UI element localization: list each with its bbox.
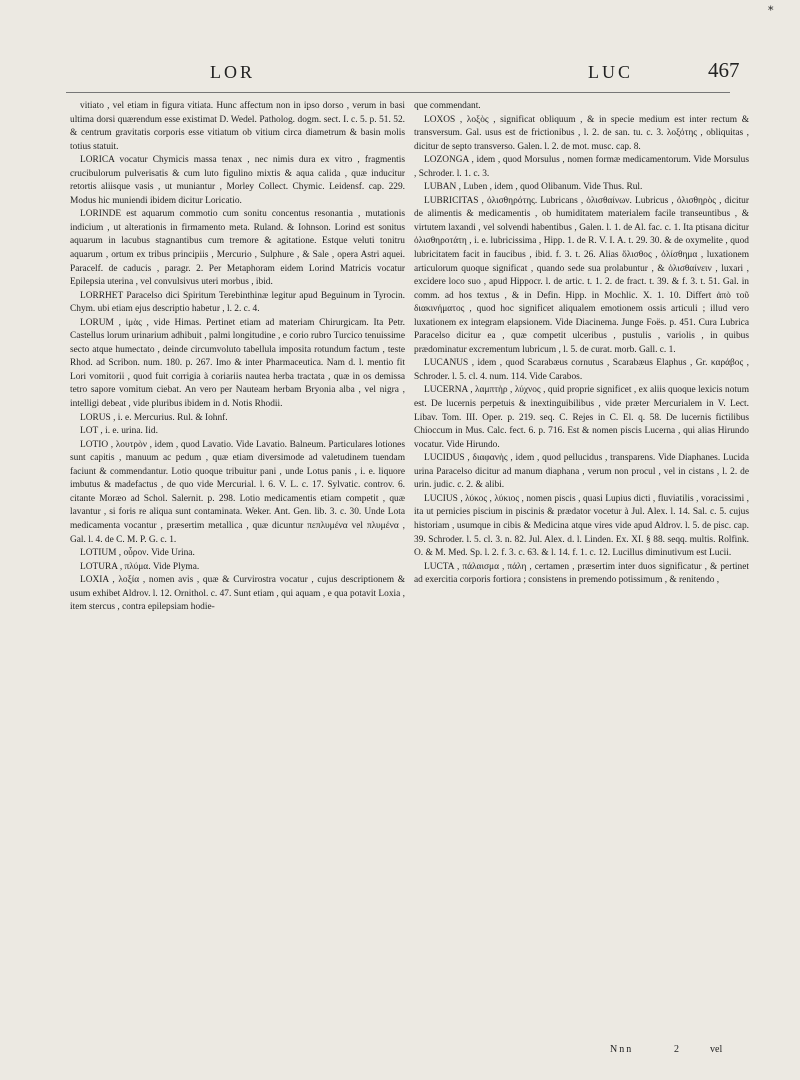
running-head-left: LOR xyxy=(210,62,255,82)
entry-lorrhet: LORRHET Paracelso dici Spiritum Terebinthinæ legitur apud Beguinum in Tyrocin. Chym. ubi etiam ejus descriptio habetur , l. 2. c. 4. xyxy=(70,290,405,315)
entry-paragraph: vitiato , vel etiam in figura vitiata. Hunc affectum non in ipso dorso , verum in basi ultima dorsi quærendum esse existimat D. Wedel. Patholog. dogm. sect. I. c. 5. p. 51. 52. & centrum gravitatis corporis esse vitiatum ob vitium circa diametrum & basin molis totius statuit. xyxy=(70,101,405,152)
entry-lucidus: LUCIDUS , διαφανὴς , idem , quod pellucidus , transparens. Vide Diaphanes. Lucida urina Paracelso dicitur ad manum diaphana , verum non procul , vel in cistans , l. 2. de urin. judic. c. 2. & alibi. xyxy=(414,453,749,491)
entry-loxia: LOXIA , λοξία , nomen avis , quæ & Curvirostra vocatur , cujus descriptionem & usum exhibet Aldrov. l. 12. Ornithol. c. 47. Sunt etiam , qui aquam , e qua potavit Loxia , item stercus , contra epilepsiam hodie- xyxy=(70,575,405,613)
entry-paragraph: que commendant. xyxy=(414,101,481,111)
entry-lorum: LORUM , ἱμὰς , vide Himas. Pertinet etiam ad materiam Chirurgicam. Ita Petr. Castellus lorum urinarium adhibuit , palmi longitudine , e corio rubro Turcico tenuissime secto atque humectato , deinde circumvoluto tabellula imposita rotundum factum , teste Rhod. ad Scribon. num. 180. p. 267. Imo & inter Pharmaceutica. Nam d. l. mentio fit Lori vomitorii , quod fuit corrigia à coriariis nautea herba tractata , quæ in os demissa tetro sapore vomitum ciebat. An vero per Nauteam herbam Bryonia alba , vel nigra , intelligi debeat , vide pluribus ibidem in d. Notis Rhodii. xyxy=(70,317,405,410)
left-column xyxy=(70,100,405,1075)
signature-mark: Nnn xyxy=(610,1044,634,1055)
signature-number: 2 xyxy=(674,1044,679,1055)
entry-lucius: LUCIUS , λύκος , λύκιος , nomen piscis , quasi Lupius dicti , fluviatilis , voracissimi , ita ut pernicies piscium in piscinis & prædator vocetur à Jul. Alex. l. 14. Sal. c. 5. cujus historiam , usumque in cibis & Medicina atque vires vide apud Aldrov. l. 5. de pisc. cap. 39. Schroder. l. 5. cl. 3. n. 82. Jul. Alex. d. l. Linden. Ex. XI. § 88. seqq. multis. Rolfink. O. & M. Med. Sp. l. 2. f. 3. c. 63. & l. 14. f. 1. c. 12. Lucillus diminutivum est Lucii. xyxy=(414,493,749,559)
entry-lozonga: LOZONGA , idem , quod Morsulus , nomen formæ medicamentorum. Vide Morsulus , Schroder. l. 1. c. 3. xyxy=(414,155,749,179)
page-number: 467 xyxy=(708,58,740,82)
entry-luban: LUBAN , Luben , idem , quod Olibanum. Vide Thus. Rul. xyxy=(424,182,643,193)
header-rule xyxy=(66,92,730,93)
entry-lubricitas: LUBRICITAS , ὀλισθηρότης. Lubricans , ὀλισθαίνων. Lubricus , ὀλισθηρὸς , dicitur de alimentis & medicamentis , ob humiditatem materialem facile transeuntibus , & virtutem laxandi , vel solvendi habentibus , Galen. l. 1. de Al. fac. c. 1. Ita ptisana dicitur ὀλισθηροτάτη , i. e. lubricissima , Hipp. 1. de R. V. I. A. t. 29. 30. & de oxymelite , quod lubricitatem facit in faucibus , ibid. f. 3. t. 26. Alias ὄλισθος , ὀλίσθημα , luxationem articulorum quoque significat , quando sede sua prolabuntur , & ὀλισθαίνειν , luxari , excidere loco suo , apud Hippocr. l. de artic. t. 1. 2. de fract. t. 39. & f. 3. t. 51. Gal. in comm. ad hos textus , & in Defin. Hipp. in Mochlic. X. 1. 10. Differt ἀπὸ τοῦ διακινήματος , quod hoc significet aliqualem emotionem ossis articuli ; illud vero luxationem ex integram elapsionem. Vide Diacinema. Junge Foës. p. 451. Cura Lubrica Paracelso dicitur ea , quæ competit ulceribus , pustulis , variolis , in quibus prædominatur excrementum lubricum , l. 5. de curat. morb. Gall. c. 1. xyxy=(414,195,749,355)
entry-lucta: LUCTA , πάλαισμα , πάλη , certamen , præsertim inter duos significatur , & pertinet ad exercitia corporis fortiora ; consistens in premendo potissimum , & renitendo , xyxy=(414,561,749,586)
entry-lucanus: LUCANUS , idem , quod Scarabæus cornutus , Scarabæus Elaphus , Gr. καράβος , Schroder. l. 5. cl. 4. num. 114. Vide Carabos. xyxy=(414,358,749,382)
entry-lorinde: LORINDE est aquarum commotio cum sonitu concentus resonantia , mutationis indicium , ut alterationis in firmamento meta. Ruland. & Iohnson. Lorind est sonitus aquarum in lacubus stagnantibus cum tremore & agitatione. Estque veluti tonitru aquarum , ortum ex tribus principiis , Mercurio , Sulphure , & Sale , opera Astri aquei. Paracelf. de caducis , paragr. 2. Per Metaphoram eidem Lorind Matricis vocatur Epilepsia uterina , vel convulsivus uteri morbus , ibid. xyxy=(70,209,405,288)
catchword: vel xyxy=(710,1044,723,1055)
running-head-right: LUC xyxy=(588,62,633,82)
corner-mark: * xyxy=(768,4,774,17)
right-column xyxy=(414,100,749,1035)
entry-lotium: LOTIUM , οὖρον. Vide Urina. xyxy=(80,548,195,559)
entry-lot: LOT , i. e. urina. Iid. xyxy=(80,426,158,437)
entry-lotio: LOTIO , λουτρὸν , idem , quod Lavatio. Vide Lavatio. Balneum. Particulares lotiones sunt capitis , manuum ac pedum , quæ etiam diversimode ad valetudinem tuendam faciunt & commendantur. Lotio quoque tribuitur pani , unde Lotus panis , i. e. liquore imbutus & madefactus , de quo vide Mercurial. l. 6. V. L. c. 17. Sylvatic. controv. 6. citante Moræo ad Schol. Salernit. p. 298. Lotio medicamentis etiam competit , quæ lavantur , si foris re aliqua sunt contaminata. Weker. Ant. Gen. lib. 3. c. 30. Unde Lota medicamenta vocantur , præsertim metallica , quæ dicuntur πεπλυμένα vel πλυμένα , Gal. l. 4. de C. M. P. G. c. 1. xyxy=(70,439,405,545)
entry-lotura: LOTURA , πλύμα. Vide Plyma. xyxy=(80,561,200,572)
entry-lucerna: LUCERNA , λαμπτὴρ , λύχνος , quid proprie significet , ex aliis quoque lexicis notum est. De lucernis perpetuis & inextinguibilibus , vide præter Mercurialem in V. Lect. Libav. Tom. III. Oper. p. 219. seq. C. Rejes in C. El. q. 58. De lucernis fictilibus Chioccum in Mus. Calc. fect. 6. p. 716. Est & nomen piscis Lucerna , qui alias Hirundo vocatur. Vide Hirundo. xyxy=(414,385,749,450)
entry-lorus: LORUS , i. e. Mercurius. Rul. & Iohnf. xyxy=(80,412,228,423)
entry-loxos: LOXOS , λοξὸς , significat obliquum , & in specie medium est inter rectum & transversum. Gal. usus est de frictionibus , l. 2. de san. tu. c. 3. λοξότης , obliquitas , dicitur de septo transverso. Galen. l. 2. de mot. musc. cap. 8. xyxy=(414,114,749,152)
entry-lorica: LORICA vocatur Chymicis massa tenax , nec nimis dura ex vitro , fragmentis crucibulorum pulverisatis & cum luto figulino mixtis & aqua calida , quæ inducitur retortis aliisque vasis , ut muniantur , Morley Collect. Chymic. Leidensf. cap. 229. Modus hic muniendi ibidem dicitur Loricatio. xyxy=(70,155,405,206)
